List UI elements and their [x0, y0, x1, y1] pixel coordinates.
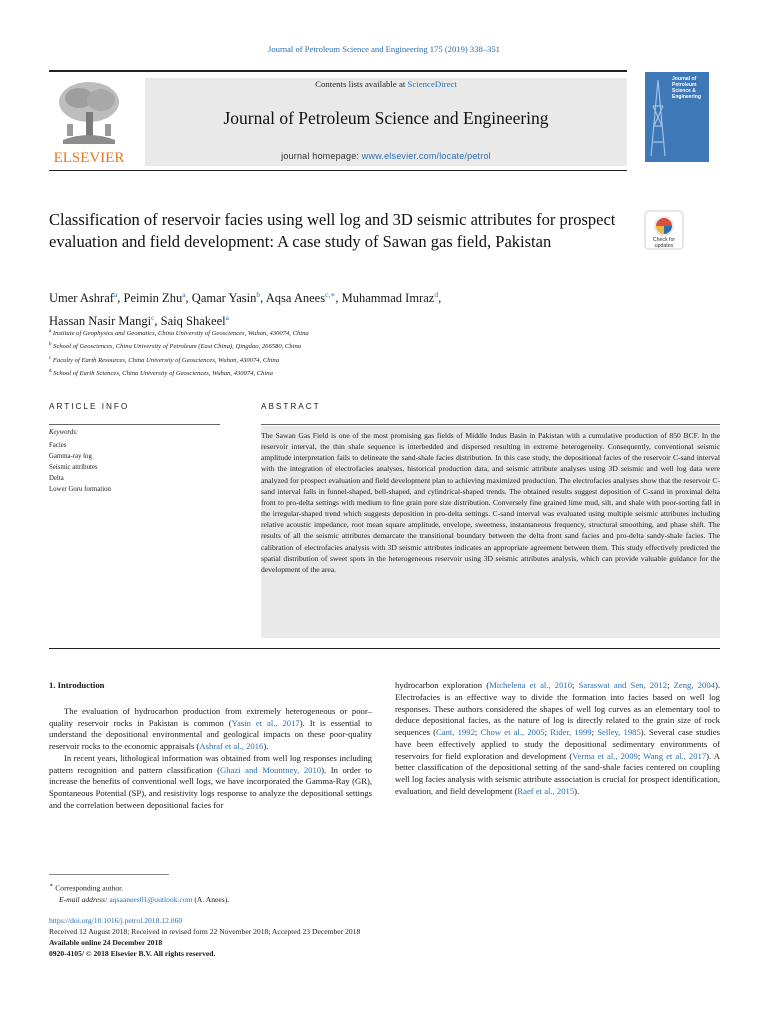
author-name[interactable]: Aqsa Anees	[265, 291, 326, 306]
author-affiliation-marker[interactable]: a	[113, 290, 118, 299]
citation-link[interactable]: Saraswat and Sen, 2012	[578, 680, 668, 690]
affiliation-item	[49, 326, 649, 339]
affiliation-marker: b	[49, 342, 52, 348]
homepage-prefix: journal homepage:	[281, 151, 362, 161]
author-separator: ,	[154, 314, 161, 329]
contents-availability	[145, 79, 627, 89]
author-name[interactable]: Saiq Shakeel	[160, 314, 226, 329]
paragraph-text: ;	[591, 727, 598, 737]
citation-link[interactable]: Michelena et al., 2010	[489, 680, 573, 690]
affiliation-item	[49, 366, 649, 379]
affiliation-marker: a	[49, 329, 52, 334]
author-affiliation-marker[interactable]: d	[434, 290, 439, 299]
author-affiliation-marker[interactable]: c,∗	[325, 290, 336, 299]
author-separator: ,	[185, 291, 192, 306]
publication-details	[49, 915, 549, 959]
author-separator: ,	[117, 291, 124, 306]
cover-title	[672, 76, 708, 100]
corresponding-label: Corresponding author.	[55, 883, 124, 893]
affiliation-text: Institute of Geophysics and Geomatics, China University of Geosciences, Wuhan, 430074, China	[51, 330, 309, 338]
affiliation-text: School of Geosciences, China University of Petroleum (East China), Qingdao, 266580, China	[51, 343, 302, 351]
paragraph-text: ). Electrofacies is an effective way to divide the formation into facies based on well log responses. These authors considered the shapes of well log curves as an elementary tool to deduce depositional facies, as the nature of log is directly related to the grain size of rock sequences (	[395, 680, 720, 737]
author-name[interactable]: Umer Ashraf	[49, 291, 114, 306]
paragraph-text: ).	[574, 785, 580, 796]
abstract-rule	[261, 424, 720, 425]
elsevier-tree-logo	[49, 76, 129, 166]
corresponding-author-note	[49, 880, 369, 894]
sciencedirect-link[interactable]: ScienceDirect	[407, 79, 457, 89]
email-link[interactable]: aqsaanees01@outlook.com	[109, 894, 193, 904]
paragraph-text: In recent years, lithological information was obtained from well log responses including pattern recognition and pattern classification (	[49, 752, 372, 775]
keyword-item: Gamma-ray log	[49, 453, 92, 460]
paragraph-text: ;	[667, 680, 674, 690]
cover-title-line: Science &	[672, 88, 696, 94]
body-left-column	[49, 680, 372, 812]
article-info-heading: ARTICLE INFO	[49, 402, 130, 411]
email-line	[49, 894, 369, 905]
received-dates: Received 12 August 2018; Received in revised form 22 November 2018; Accepted 23 December 2018	[49, 927, 361, 936]
check-for-updates-badge[interactable]	[644, 210, 684, 250]
cover-title-line: Engineering	[672, 94, 701, 100]
author-name[interactable]: Muhammad Imraz	[341, 291, 435, 306]
author-name[interactable]: Hassan Nasir Mangi	[49, 314, 152, 329]
citation-link[interactable]: Selley, 1985	[597, 727, 641, 737]
paragraph-text: ). It is essential to understand the depositional environmental and geological impacts on these poor-quality reservoir rocks to the economic appraisals (	[49, 717, 372, 751]
section-divider	[49, 648, 720, 649]
author-affiliation-marker[interactable]: c	[151, 313, 155, 323]
keyword-item: Seismic attributes	[49, 464, 98, 471]
paragraph-text: ;	[637, 750, 644, 761]
citation-link[interactable]: Zeng, 2004	[673, 680, 715, 690]
citation-link[interactable]: Yasin et al., 2017	[231, 717, 300, 728]
keyword-item: Delta	[49, 475, 64, 482]
author-separator: ,	[335, 291, 342, 306]
paragraph-text: ;	[572, 680, 579, 690]
paragraph-text: The evaluation of hydrocarbon production from extremely heterogeneous or poor–quality reservoir rocks in Pakistan is common (	[49, 705, 372, 728]
author-separator: ,	[438, 291, 442, 306]
email-suffix: (A. Anees).	[192, 894, 230, 904]
keywords-list	[49, 440, 111, 495]
doi-link[interactable]: https://doi.org/10.1016/j.petrol.2018.12.060	[49, 916, 183, 925]
citation-link[interactable]: Ghazi and Mountney, 2010	[219, 764, 322, 775]
footnote	[49, 880, 369, 905]
affiliation-item	[49, 353, 649, 366]
paragraph-text: ). A better classification of the depositional setting of the sand-shale facies centered on coupling well log facies analysis with seismic attribute association is crucial for prospect identification, evaluation, and field development (	[395, 750, 720, 796]
body-right-column	[395, 680, 720, 798]
citation-link[interactable]: Raef et al., 2015	[517, 785, 575, 796]
cover-derrick-icon	[648, 76, 668, 160]
header-top-rule	[49, 70, 627, 72]
paragraph-text: hydrocarbon exploration (	[395, 680, 490, 690]
affiliation-marker: c	[49, 355, 52, 361]
author-separator: ,	[260, 291, 266, 306]
affiliation-list	[49, 326, 649, 380]
badge-text-line2: updates	[654, 243, 674, 249]
keyword-item: Facies	[49, 442, 67, 449]
author-name[interactable]: Peimin Zhu	[123, 291, 183, 306]
keyword-item: Lower Goru formation	[49, 486, 111, 493]
paragraph-text: ). In order to increase the benefits of conventional well logs, we have incorporated the Gamma-Ray (GR), Spontaneous Potential (SP), and resistivity logs response to analyze the depositional settings and the correlation between depositional facies for	[49, 764, 372, 810]
available-online: Available online 24 December 2018	[49, 938, 163, 947]
affiliation-text: Faculty of Earth Resources, China University of Geosciences, Wuhan, 430074, China	[51, 357, 279, 365]
paragraph-text: ). Several case studies have been effectively applied to study the depositional sedimentary environments of reservoirs for field exploration and development (	[395, 727, 720, 761]
email-label: E-mail address:	[59, 894, 110, 904]
abstract-heading: ABSTRACT	[261, 402, 321, 411]
citation-link[interactable]: Verma et al., 2009	[572, 750, 638, 761]
copyright-line: 0920-4105/ © 2018 Elsevier B.V. All rights reserved.	[49, 949, 216, 958]
footnote-rule	[49, 874, 169, 875]
homepage-link[interactable]: www.elsevier.com/locate/petrol	[361, 151, 491, 161]
header-bottom-rule	[49, 170, 627, 171]
author-list	[49, 285, 609, 331]
paragraph-text: ;	[474, 727, 481, 737]
journal-name: Journal of Petroleum Science and Engineering	[223, 108, 549, 128]
cover-title-line: Journal of	[672, 76, 697, 82]
article-title: Classification of reservoir facies using well log and 3D seismic attributes for prospect evaluation and field development: A case study of Sawan gas field, Pakistan	[49, 210, 616, 251]
affiliation-text: School of Earth Sciences, China University of Geosciences, Wuhan, 430074, China	[51, 370, 273, 378]
paragraph-text: ;	[544, 727, 551, 737]
intro-paragraph-1	[49, 706, 372, 753]
intro-paragraph-3	[395, 680, 720, 798]
paragraph-text: ).	[263, 741, 269, 751]
journal-homepage	[145, 151, 627, 161]
article-info-rule	[49, 424, 220, 425]
author-affiliation-marker[interactable]: b	[256, 290, 261, 299]
citation-link[interactable]: Ashraf et al., 2016	[199, 741, 264, 751]
journal-reference[interactable]: Journal of Petroleum Science and Engineering 175 (2019) 338–351	[268, 44, 500, 54]
citation-link[interactable]: Chow et al., 2005	[480, 727, 545, 737]
badge-text-line1: Check for	[652, 237, 676, 243]
affiliation-marker: d	[49, 369, 52, 375]
publisher-wordmark: ELSEVIER	[53, 150, 125, 166]
author-name[interactable]: Qamar Yasin	[191, 291, 257, 306]
contents-prefix: Contents lists available at	[315, 79, 408, 89]
citation-link[interactable]: Cant, 1992	[436, 727, 475, 737]
abstract-text: The Sawan Gas Field is one of the most promising gas fields of Middle Indus Basin in Pakistan with a cumulative production of 850 BCF. In the reservoir interval, the thin shale sequence is interbedded and dispersed resulting in extreme heterogeneity. Consequently, conventional seismic amplitude interpretation fails to delineate the sand-shale facies distribution. In this case study, the depositional facies of the reservoir C-sand interval with the integration of electrofacies analyses, historical production data, and seismic attribute analyses using 3D seismic and well log data were analyzed for prospect evaluation and field development plan to achieving maximized production. The electrofacies analyses show that the reservoir C-sand interval falls in funnel-shaped, bell-shaped, and cylindrical-shaped trends. The obtained results suggest deposition of C-sand in proximal delta front to pro-delta settings with medium to fine grain pore size distribution. Conversely fine grained lime mud, silt, and shale with poor-sorting fall in the irregular-shaped trend which suggests deposition in pro-delta settings. C-sand interval was evaluated using multiple seismic attributes including relative acoustic impedance, root mean square amplitude, envelope, sweetness, instantaneous frequency, structural smoothing, and phase shift. The results of all the seismic attributes demarcate the transitional boundary between the delta front sand facies and pro-delta sandy-shale facies. The calibration of electrofacies analysis with 3D seismic attributes indicates an appropriate agreement between them. This study effectively predicted the spatial distribution of sweet spots in the heterogeneous reservoir using 3D seismic attributes analysis, which can provide valuable guidance for the development of the area.	[261, 431, 720, 574]
author-affiliation-marker[interactable]: a	[225, 313, 229, 323]
footnote-marker: ∗	[49, 882, 54, 889]
cover-title-line: Petroleum	[672, 82, 697, 88]
affiliation-item	[49, 339, 649, 352]
citation-link[interactable]: Rider, 1999	[550, 727, 592, 737]
intro-paragraph-2	[49, 753, 372, 812]
author-affiliation-marker[interactable]: a	[182, 290, 186, 299]
keywords-label: Keywords:	[49, 429, 79, 436]
citation-link[interactable]: Wang et al., 2017	[643, 750, 707, 761]
section-title-introduction: 1. Introduction	[49, 680, 105, 690]
